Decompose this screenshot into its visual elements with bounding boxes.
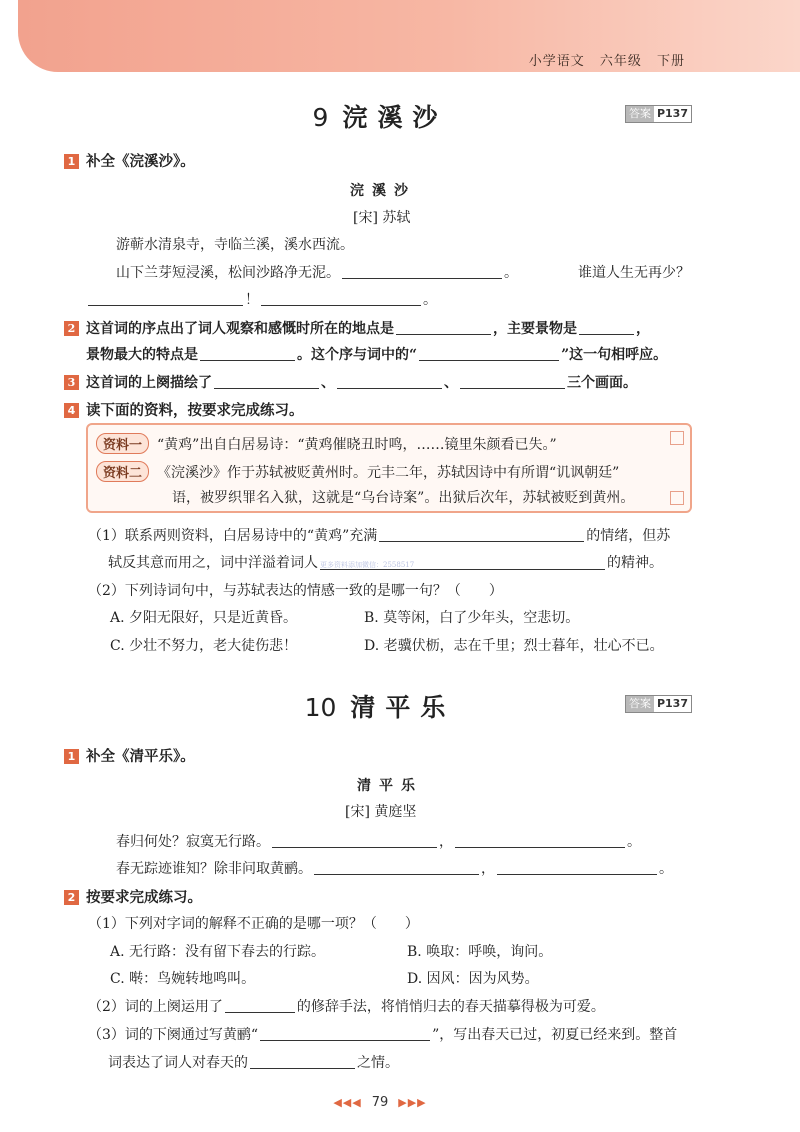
question-1 bbox=[64, 745, 195, 766]
material-label: 资料一 bbox=[96, 433, 149, 454]
text: ”这一句相呼应。 bbox=[561, 347, 668, 363]
question-3 bbox=[64, 372, 637, 392]
corner-decoration bbox=[670, 491, 684, 505]
subquestion-1-cont bbox=[108, 552, 663, 572]
option-a[interactable]: A. 无行路：没有留下春去的行踪。 bbox=[110, 944, 326, 960]
option-d[interactable]: D. 老骥伏枥，志在千里；烈士暮年，壮心不已。 bbox=[364, 638, 664, 654]
answer-label: 答案 bbox=[626, 106, 654, 122]
material-text: “黄鸡”出自白居易诗：“黄鸡催晓丑时鸣，……镜里朱颜看已失。” bbox=[157, 437, 557, 453]
blank-line[interactable] bbox=[250, 1056, 355, 1069]
question-text: 按要求完成练习。 bbox=[86, 890, 202, 906]
subquestion-2 bbox=[88, 996, 605, 1016]
question-1 bbox=[64, 150, 195, 171]
blank-line[interactable] bbox=[337, 376, 442, 389]
text: 景物最大的特点是 bbox=[86, 347, 198, 363]
text: （3）词的下阕通过写黄鹂“ bbox=[88, 1027, 259, 1043]
blank-line[interactable] bbox=[200, 348, 295, 361]
blank-line[interactable] bbox=[260, 1028, 430, 1041]
blank-line[interactable] bbox=[455, 835, 625, 848]
blank-line[interactable] bbox=[460, 376, 565, 389]
option-a[interactable]: A. 夕阳无限好，只是近黄昏。 bbox=[110, 610, 298, 626]
text: 、 bbox=[321, 375, 335, 391]
punct: 。 bbox=[423, 292, 437, 308]
watermark-text: 更多资料添加微信：2558517 bbox=[320, 561, 415, 569]
text: 词表达了词人对春天的 bbox=[108, 1055, 248, 1071]
text: 之情。 bbox=[357, 1055, 399, 1071]
blank-line[interactable] bbox=[272, 835, 437, 848]
question-text: 读下面的资料，按要求完成练习。 bbox=[86, 403, 304, 419]
text: ，主要景物是 bbox=[493, 321, 577, 337]
poem-line-text: 春无踪迹谁知？除非问取黄鹂。 bbox=[116, 861, 312, 877]
poem-line bbox=[116, 858, 673, 878]
punct: 。 bbox=[659, 861, 673, 877]
text: 、 bbox=[444, 375, 458, 391]
blank-line[interactable] bbox=[497, 862, 657, 875]
poem-line bbox=[116, 831, 641, 851]
question-number: 2 bbox=[64, 890, 79, 905]
question-text: 补全《浣溪沙》。 bbox=[86, 154, 195, 170]
answer-page: P137 bbox=[656, 107, 688, 120]
blank-line[interactable] bbox=[379, 529, 584, 542]
material-text: 《浣溪沙》作于苏轼被贬黄州时。元丰二年，苏轼因诗中有所谓“讥讽朝廷” bbox=[157, 465, 620, 481]
punct: 。 bbox=[627, 834, 641, 850]
lesson-title-text: 清平乐 bbox=[350, 693, 456, 722]
poem-line-tail: 谁道人生无再少？ bbox=[578, 265, 690, 281]
subquestion-3-cont bbox=[108, 1052, 399, 1072]
question-4 bbox=[64, 399, 304, 420]
text: 的情绪，但苏 bbox=[586, 528, 671, 544]
poem-line bbox=[86, 289, 437, 309]
option-c[interactable]: C. 啭：鸟婉转地鸣叫。 bbox=[110, 971, 256, 987]
text: 。这个序与词中的“ bbox=[297, 347, 418, 363]
blank-line[interactable] bbox=[342, 266, 502, 279]
material-2-cont: 语，被罗织罪名入狱，这就是“乌台诗案”。出狱后次年，苏轼被贬到黄州。 bbox=[172, 490, 635, 506]
question-number: 1 bbox=[64, 749, 79, 764]
corner-decoration bbox=[670, 431, 684, 445]
question-number: 1 bbox=[64, 154, 79, 169]
question-text: 补全《清平乐》。 bbox=[86, 749, 195, 765]
page-footer bbox=[0, 1095, 760, 1110]
text: 轼反其意而用之，词中洋溢着词人 bbox=[108, 555, 318, 571]
lesson-number: 10 bbox=[304, 693, 337, 722]
text: （2）词的上阕运用了 bbox=[88, 999, 223, 1015]
answer-page: P137 bbox=[656, 697, 688, 710]
blank-line[interactable] bbox=[396, 322, 491, 335]
blank-line[interactable] bbox=[314, 862, 479, 875]
punct: ！ bbox=[245, 292, 259, 308]
punct: 。 bbox=[504, 265, 518, 281]
subquestion-2: （2）下列诗词句中，与苏轼表达的情感一致的是哪一句？（ ） bbox=[88, 583, 503, 599]
question-2-cont bbox=[86, 344, 667, 364]
arrows-left-icon: ◀◀◀ bbox=[333, 1096, 362, 1109]
question-number: 4 bbox=[64, 403, 79, 418]
blank-line[interactable] bbox=[214, 376, 319, 389]
poem-author: [宋] 黄庭坚 bbox=[345, 804, 417, 820]
question-2 bbox=[64, 886, 202, 907]
option-b[interactable]: B. 唤取：呼唤，询问。 bbox=[407, 944, 553, 960]
question-number: 3 bbox=[64, 375, 79, 390]
answer-label: 答案 bbox=[626, 696, 654, 712]
lesson-number: 9 bbox=[312, 103, 329, 132]
book-info: 小学语文 六年级 下册 bbox=[528, 54, 685, 69]
poem-line-text: 春归何处？寂寞无行路。 bbox=[116, 834, 270, 850]
answer-tag bbox=[625, 105, 692, 123]
option-c[interactable]: C. 少壮不努力，老大徒伤悲！ bbox=[110, 638, 298, 654]
option-d[interactable]: D. 因风：因为风势。 bbox=[407, 971, 539, 987]
blank-line[interactable] bbox=[579, 322, 634, 335]
text: ”，写出春天已过，初夏已经来到。整首 bbox=[432, 1027, 678, 1043]
poem-title: 浣溪沙 bbox=[350, 183, 416, 199]
poem-line bbox=[116, 262, 518, 282]
text: ， bbox=[636, 321, 650, 337]
poem-line: 游蕲水清泉寺，寺临兰溪，溪水西流。 bbox=[116, 237, 354, 253]
subquestion-1: （1）下列对字词的解释不正确的是哪一项？（ ） bbox=[88, 916, 419, 932]
blank-line[interactable] bbox=[88, 293, 243, 306]
text: 的修辞手法，将悄悄归去的春天描摹得极为可爱。 bbox=[296, 999, 605, 1015]
material-label: 资料二 bbox=[96, 461, 149, 482]
option-b[interactable]: B. 莫等闲，白了少年头，空悲切。 bbox=[364, 610, 580, 626]
text: 三个画面。 bbox=[567, 375, 637, 391]
material-1 bbox=[96, 433, 557, 454]
poem-author: [宋] 苏轼 bbox=[353, 210, 411, 226]
blank-line[interactable] bbox=[320, 557, 605, 570]
text: （1）联系两则资料，白居易诗中的“黄鸡”充满 bbox=[88, 528, 378, 544]
question-2 bbox=[64, 318, 650, 338]
punct: ， bbox=[481, 861, 495, 877]
poem-line-text: 山下兰芽短浸溪，松间沙路净无泥。 bbox=[116, 265, 340, 281]
question-number: 2 bbox=[64, 321, 79, 336]
material-box bbox=[86, 423, 692, 513]
answer-tag bbox=[625, 695, 692, 713]
blank-line[interactable] bbox=[261, 293, 421, 306]
page-number: 79 bbox=[371, 1095, 389, 1110]
blank-line[interactable] bbox=[225, 1000, 295, 1013]
punct: ， bbox=[439, 834, 453, 850]
poem-title: 清平乐 bbox=[357, 778, 423, 794]
blank-line[interactable] bbox=[419, 348, 559, 361]
text: 这首词的上阕描绘了 bbox=[86, 375, 212, 391]
text: 这首词的序点出了词人观察和感慨时所在的地点是 bbox=[86, 321, 394, 337]
lesson-title-text: 浣溪沙 bbox=[342, 103, 448, 132]
material-2 bbox=[96, 461, 619, 482]
subquestion-3 bbox=[88, 1024, 677, 1044]
arrows-right-icon: ▶▶▶ bbox=[398, 1096, 427, 1109]
text: 的精神。 bbox=[607, 555, 663, 571]
subquestion-1 bbox=[88, 525, 670, 545]
